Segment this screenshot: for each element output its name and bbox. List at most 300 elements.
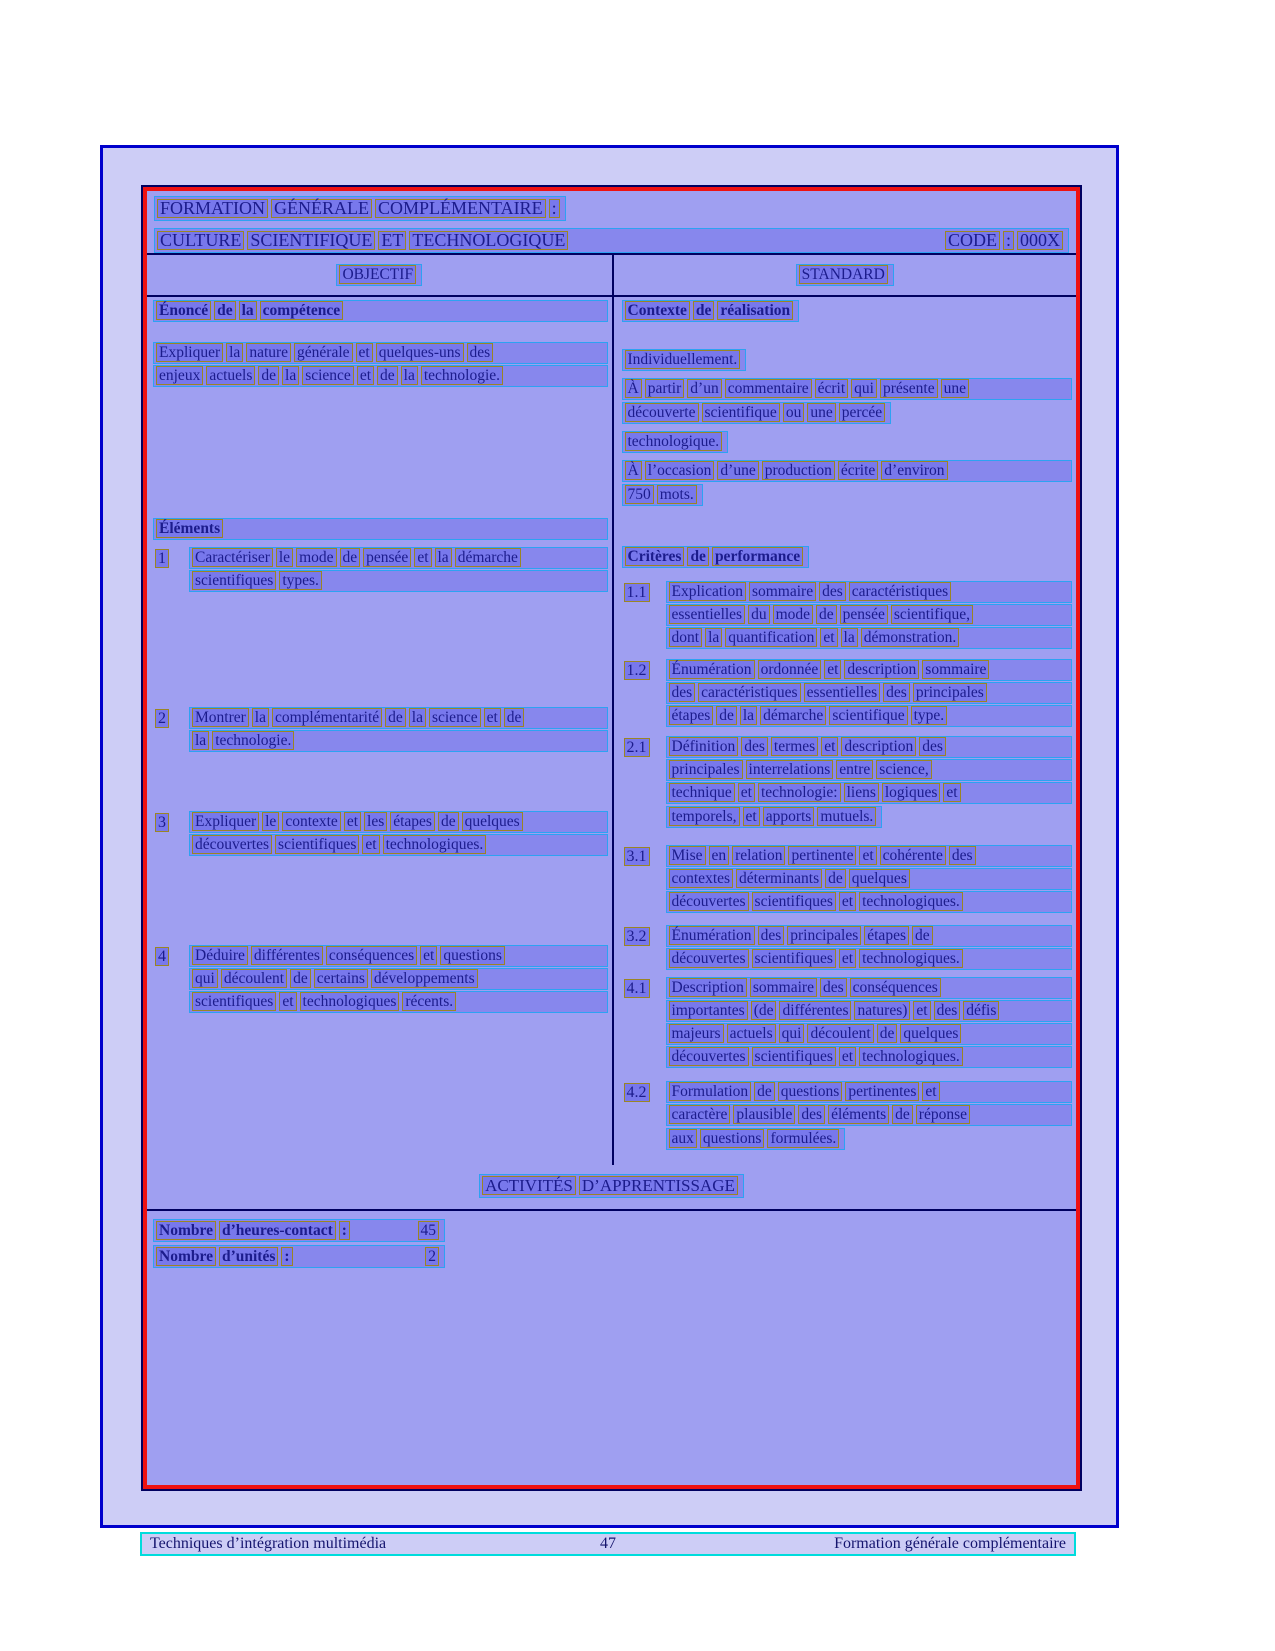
word-box: qui xyxy=(192,969,218,988)
critere-item-line xyxy=(666,925,1073,947)
word-box: et xyxy=(839,892,856,911)
word-box: scientifiques xyxy=(275,835,359,854)
enonce-title xyxy=(153,300,608,322)
critere-item-line xyxy=(666,868,1073,890)
word-box: démarche xyxy=(455,548,521,567)
word-box: des xyxy=(819,582,846,601)
word-box: technologiques. xyxy=(859,949,963,968)
word-box: et xyxy=(738,783,755,802)
critere-item-number: 3.1 xyxy=(624,847,650,866)
word-box: et xyxy=(913,1001,930,1020)
course-category-title xyxy=(154,196,566,221)
word-box: enjeux xyxy=(156,366,203,385)
critere-item-line xyxy=(666,759,1073,781)
critere-item-number: 2.1 xyxy=(624,738,650,757)
word-box: et xyxy=(344,812,361,831)
footer-program-name: Techniques d’intégration multimédia xyxy=(150,1535,387,1552)
word-box: sommaire xyxy=(922,660,989,679)
word-box: qui xyxy=(779,1024,805,1043)
word-box: complémentarité xyxy=(272,708,382,727)
word-box: ACTIVITÉS xyxy=(482,1176,576,1195)
objectif-cell xyxy=(147,297,612,1165)
word-box: temporels, xyxy=(669,807,740,826)
element-item-line xyxy=(189,811,608,833)
word-box: d’heures-contact xyxy=(219,1221,336,1240)
word-box: et xyxy=(279,992,296,1011)
word-box: majeurs xyxy=(669,1024,724,1043)
word-box: quelques xyxy=(849,869,910,888)
elements-title xyxy=(153,518,608,540)
word-box: FORMATION xyxy=(157,199,268,218)
critere-item-3-1 xyxy=(622,845,1073,913)
word-box: défis xyxy=(963,1001,999,1020)
word-box: liens xyxy=(844,783,879,802)
word-box: quelques-uns xyxy=(376,343,464,362)
word-box: de xyxy=(504,708,525,727)
course-code xyxy=(945,229,1066,252)
word-box: une xyxy=(941,379,969,398)
word-box: technologiques. xyxy=(859,892,963,911)
word-box: la xyxy=(282,366,299,385)
word-box: Nombre xyxy=(156,1221,216,1240)
word-box: du xyxy=(748,605,770,624)
critere-item-line xyxy=(666,682,1073,704)
element-item-line xyxy=(189,945,608,967)
word-box: et xyxy=(357,366,374,385)
word-box: la xyxy=(841,628,858,647)
word-box: la xyxy=(409,708,426,727)
word-box: scientifiques xyxy=(752,949,836,968)
word-box: COMPLÉMENTAIRE xyxy=(375,199,546,218)
element-item-line xyxy=(189,968,608,990)
contexte-title xyxy=(622,300,800,322)
word-box: de xyxy=(687,547,709,566)
critere-item-2-1 xyxy=(622,736,1073,834)
word-box: questions xyxy=(700,1129,765,1148)
word-box: technologie. xyxy=(212,731,294,750)
word-box: technologie: xyxy=(758,783,841,802)
word-box: scientifique, xyxy=(891,605,973,624)
word-box: caractéristiques xyxy=(849,582,951,601)
word-box: science xyxy=(302,366,354,385)
word-box: percée xyxy=(839,403,885,422)
critere-item-line xyxy=(666,1023,1073,1045)
word-box: SCIENTIFIQUE xyxy=(247,231,375,250)
hours-contact-line xyxy=(153,1219,445,1242)
word-box: principales xyxy=(669,760,743,779)
word-box: contexte xyxy=(282,812,341,831)
activities-banner xyxy=(479,1174,744,1198)
enonce-paragraph xyxy=(153,342,608,387)
word-box: : xyxy=(281,1247,292,1266)
word-box: de xyxy=(290,969,311,988)
word-box: conséquences xyxy=(326,946,417,965)
word-box: formulées. xyxy=(767,1129,839,1148)
word-box: présente xyxy=(880,379,938,398)
word-box: des xyxy=(467,343,494,362)
word-box: découlent xyxy=(807,1024,873,1043)
word-box: et xyxy=(839,949,856,968)
word-box: des xyxy=(741,737,768,756)
word-box: scientifique xyxy=(702,403,780,422)
word-box: production xyxy=(762,461,835,480)
word-box: 750 xyxy=(625,485,654,504)
element-item-line xyxy=(189,547,608,569)
word-box: actuels xyxy=(206,366,255,385)
word-box: aux xyxy=(669,1129,697,1148)
word-box: d’unités xyxy=(219,1247,278,1266)
word-box: des xyxy=(758,926,785,945)
word-box: ou xyxy=(783,403,805,422)
enonce-line xyxy=(153,365,608,387)
word-box: principales xyxy=(787,926,861,945)
word-box: caractère xyxy=(669,1105,731,1124)
word-box: plausible xyxy=(733,1105,795,1124)
word-box: en xyxy=(709,846,730,865)
word-box: de xyxy=(754,1082,775,1101)
word-box: mutuels. xyxy=(817,807,876,826)
word-box: d’un xyxy=(687,379,721,398)
critere-item-line xyxy=(666,659,1073,681)
word-box: de xyxy=(693,301,715,320)
word-box: la xyxy=(740,706,757,725)
word-box: étapes xyxy=(390,812,435,831)
word-box: le xyxy=(276,548,293,567)
word-box: découverte xyxy=(625,403,699,422)
word-box: entre xyxy=(836,760,873,779)
element-item-line xyxy=(189,570,608,592)
word-box: de xyxy=(385,708,406,727)
word-box: relation xyxy=(732,846,785,865)
activities-info-cell xyxy=(147,1211,1076,1485)
critere-item-line xyxy=(666,1000,1073,1022)
word-box: mots. xyxy=(657,485,697,504)
word-box: termes xyxy=(771,737,818,756)
word-box: Déduire xyxy=(192,946,248,965)
table-header-cell xyxy=(147,191,1076,255)
word-box: de xyxy=(877,1024,898,1043)
units-label xyxy=(156,1247,296,1266)
word-box: d’une xyxy=(717,461,758,480)
word-box: Critères xyxy=(625,547,685,566)
word-box: l’occasion xyxy=(645,461,715,480)
word-box: découvertes xyxy=(192,835,272,854)
word-box: de xyxy=(214,301,236,320)
word-box: étapes xyxy=(669,706,714,725)
critere-item-line xyxy=(666,1104,1073,1126)
word-box: Énumération xyxy=(669,660,755,679)
critere-item-line xyxy=(666,581,1073,603)
word-box: technologique. xyxy=(625,432,723,451)
critere-item-line xyxy=(666,1046,1073,1068)
word-box: scientifique xyxy=(829,706,907,725)
word-box: découlent xyxy=(221,969,287,988)
word-box: quelques xyxy=(462,812,523,831)
word-box: : xyxy=(339,1221,350,1240)
word-box: éléments xyxy=(828,1105,889,1124)
critere-item-4-2 xyxy=(622,1081,1073,1156)
word-box: conséquences xyxy=(850,978,941,997)
element-item-line xyxy=(189,991,608,1013)
word-box: découvertes xyxy=(669,1047,749,1066)
contexte-line xyxy=(622,484,703,506)
word-box: nature xyxy=(246,343,291,362)
critere-item-line xyxy=(666,736,1073,758)
word-box: scientifiques xyxy=(752,1047,836,1066)
word-box: pensée xyxy=(840,605,888,624)
word-box: essentielles xyxy=(669,605,746,624)
word-box: types. xyxy=(279,571,322,590)
word-box: la xyxy=(435,548,452,567)
word-box: TECHNOLOGIQUE xyxy=(409,231,568,250)
word-box: réalisation xyxy=(717,301,793,320)
word-box: des xyxy=(934,1001,961,1020)
element-item-number: 4 xyxy=(155,947,169,966)
element-item-line xyxy=(189,834,608,856)
critere-item-line xyxy=(666,891,1073,913)
course-table-inner xyxy=(143,187,1080,1489)
word-box: la xyxy=(705,628,722,647)
word-box: des xyxy=(919,737,946,756)
word-box: et xyxy=(821,737,838,756)
critere-item-4-1 xyxy=(622,977,1073,1068)
word-box: actuels xyxy=(727,1024,776,1043)
word-box: et xyxy=(484,708,501,727)
word-box: les xyxy=(364,812,387,831)
word-box: technologiques xyxy=(300,992,400,1011)
word-box: D’APPRENTISSAGE xyxy=(579,1176,738,1195)
enonce-line xyxy=(153,342,608,364)
activities-banner-row xyxy=(147,1165,1076,1211)
elements-title-wrap xyxy=(153,518,608,540)
standard-cell xyxy=(612,297,1077,1165)
element-item-4 xyxy=(153,945,608,1013)
word-box: quelques xyxy=(900,1024,961,1043)
word-box: mode xyxy=(773,605,813,624)
word-box: partir xyxy=(645,379,685,398)
word-box: différentes xyxy=(251,946,323,965)
course-table xyxy=(141,185,1082,1491)
element-item-line xyxy=(189,707,608,729)
word-box: GÉNÉRALE xyxy=(271,199,372,218)
word-box: récents. xyxy=(402,992,456,1011)
word-box: technique xyxy=(669,783,735,802)
units-value: 2 xyxy=(425,1247,439,1266)
criteres-title xyxy=(622,546,810,568)
footer-section-name: Formation générale complémentaire xyxy=(834,1535,1066,1552)
objectif-column-header-cell xyxy=(147,255,612,295)
critere-item-number: 1.1 xyxy=(624,583,650,602)
word-box: et xyxy=(943,783,960,802)
word-box: Description xyxy=(669,978,747,997)
word-box: type. xyxy=(911,706,948,725)
word-box: natures) xyxy=(854,1001,910,1020)
contexte-paragraph xyxy=(622,348,1073,512)
critere-item-line xyxy=(666,948,1073,970)
word-box: démonstration. xyxy=(861,628,960,647)
critere-item-1-2 xyxy=(622,659,1073,727)
word-box: la xyxy=(192,731,209,750)
critere-item-1-1 xyxy=(622,581,1073,649)
word-box: CODE xyxy=(945,231,1000,250)
footer-page-number: 47 xyxy=(599,1535,616,1552)
word-box: caractéristiques xyxy=(698,683,800,702)
word-box: et xyxy=(839,1047,856,1066)
word-box: interrelations xyxy=(746,760,834,779)
element-item-number: 1 xyxy=(155,549,169,568)
word-box: pertinente xyxy=(788,846,856,865)
word-box: une xyxy=(807,403,835,422)
word-box: science xyxy=(429,708,481,727)
word-box: cohérente xyxy=(880,846,946,865)
word-box: de xyxy=(892,1105,913,1124)
word-box: description xyxy=(844,660,919,679)
word-box: dont xyxy=(669,628,703,647)
word-box: technologiques. xyxy=(859,1047,963,1066)
word-box: sommaire xyxy=(750,978,817,997)
critere-item-line xyxy=(666,977,1073,999)
critere-item-number: 4.1 xyxy=(624,979,650,998)
course-title-line xyxy=(154,228,1069,253)
word-box: réponse xyxy=(916,1105,970,1124)
word-box: Éléments xyxy=(156,519,223,538)
word-box: 000X xyxy=(1017,231,1063,250)
column-headers-row xyxy=(147,255,1076,297)
element-item-line xyxy=(189,730,608,752)
word-box: essentielles xyxy=(804,683,881,702)
contexte-line xyxy=(622,378,1073,400)
word-box: questions xyxy=(440,946,505,965)
word-box: des xyxy=(798,1105,825,1124)
word-box: quantification xyxy=(725,628,817,647)
word-box: le xyxy=(262,812,279,831)
word-box: certains xyxy=(314,969,368,988)
word-box: et xyxy=(362,835,379,854)
word-box: démarche xyxy=(760,706,826,725)
word-box: des xyxy=(949,846,976,865)
word-box: déterminants xyxy=(736,869,822,888)
critere-item-line xyxy=(666,1081,1073,1103)
word-box: Énoncé xyxy=(156,301,211,320)
critere-item-line xyxy=(666,782,1073,804)
word-box: questions xyxy=(778,1082,843,1101)
word-box: et xyxy=(922,1082,939,1101)
word-box: Individuellement. xyxy=(625,350,741,369)
word-box: Définition xyxy=(669,737,739,756)
word-box: la xyxy=(239,301,257,320)
word-box: À xyxy=(625,379,642,398)
word-box: mode xyxy=(296,548,336,567)
element-item-2 xyxy=(153,707,608,752)
criteres-title-wrap xyxy=(622,545,1073,574)
word-box: Formulation xyxy=(669,1082,752,1101)
element-item-number: 2 xyxy=(155,709,169,728)
word-box: Expliquer xyxy=(156,343,223,362)
word-box: principales xyxy=(913,683,987,702)
word-box: (de xyxy=(751,1001,777,1020)
critere-item-line xyxy=(666,705,1073,727)
word-box: de xyxy=(377,366,398,385)
word-box: de xyxy=(716,706,737,725)
word-box: d’environ xyxy=(881,461,947,480)
contexte-line xyxy=(622,349,747,371)
word-box: technologiques. xyxy=(383,835,487,854)
word-box: À xyxy=(625,461,642,480)
critere-item-line xyxy=(666,806,883,828)
word-box: et xyxy=(420,946,437,965)
word-box: Caractériser xyxy=(192,548,273,567)
word-box: des xyxy=(669,683,696,702)
word-box: et xyxy=(743,807,760,826)
word-box: ET xyxy=(378,231,406,250)
critere-item-3-2 xyxy=(622,925,1073,970)
word-box: logiques xyxy=(882,783,941,802)
word-box: étapes xyxy=(864,926,909,945)
word-box: Expliquer xyxy=(192,812,259,831)
word-box: OBJECTIF xyxy=(339,265,416,284)
word-box: commentaire xyxy=(725,379,812,398)
word-box: et xyxy=(414,548,431,567)
word-box: de xyxy=(258,366,279,385)
standard-column-header xyxy=(796,264,894,286)
word-box: écrit xyxy=(815,379,849,398)
standard-column-header-cell xyxy=(612,255,1077,295)
critere-item-line xyxy=(666,1128,846,1150)
word-box: des xyxy=(883,683,910,702)
word-box: importantes xyxy=(669,1001,748,1020)
word-box: scientifiques xyxy=(752,892,836,911)
contexte-line xyxy=(622,402,892,424)
word-box: ordonnée xyxy=(758,660,822,679)
word-box: STANDARD xyxy=(799,265,888,284)
word-box: et xyxy=(356,343,373,362)
word-box: des xyxy=(820,978,847,997)
critere-item-line xyxy=(666,627,1073,649)
word-box: qui xyxy=(851,379,877,398)
contexte-line xyxy=(622,460,1073,482)
word-box: scientifiques xyxy=(192,571,276,590)
word-box: CULTURE xyxy=(157,231,244,250)
critere-item-line xyxy=(666,604,1073,626)
contexte-line xyxy=(622,431,729,453)
word-box: Énumération xyxy=(669,926,755,945)
word-box: pensée xyxy=(363,548,411,567)
critere-item-number: 4.2 xyxy=(624,1083,650,1102)
critere-item-line xyxy=(666,845,1073,867)
course-title xyxy=(157,229,571,252)
word-box: technologie. xyxy=(421,366,503,385)
word-box: sommaire xyxy=(749,582,816,601)
word-box: de xyxy=(438,812,459,831)
word-box: et xyxy=(859,846,876,865)
page-sheet xyxy=(100,145,1119,1528)
element-item-number: 3 xyxy=(155,813,169,832)
word-box: différentes xyxy=(779,1001,851,1020)
word-box: et xyxy=(824,660,841,679)
units-line xyxy=(153,1245,445,1268)
word-box: écrite xyxy=(838,461,878,480)
word-box: pertinentes xyxy=(845,1082,919,1101)
word-box: la xyxy=(401,366,418,385)
hours-contact-value: 45 xyxy=(418,1221,440,1240)
word-box: de xyxy=(340,548,361,567)
word-box: de xyxy=(825,869,846,888)
main-content-row xyxy=(147,297,1076,1165)
word-box: Nombre xyxy=(156,1247,216,1266)
word-box: découvertes xyxy=(669,949,749,968)
word-box: découvertes xyxy=(669,892,749,911)
word-box: la xyxy=(252,708,269,727)
